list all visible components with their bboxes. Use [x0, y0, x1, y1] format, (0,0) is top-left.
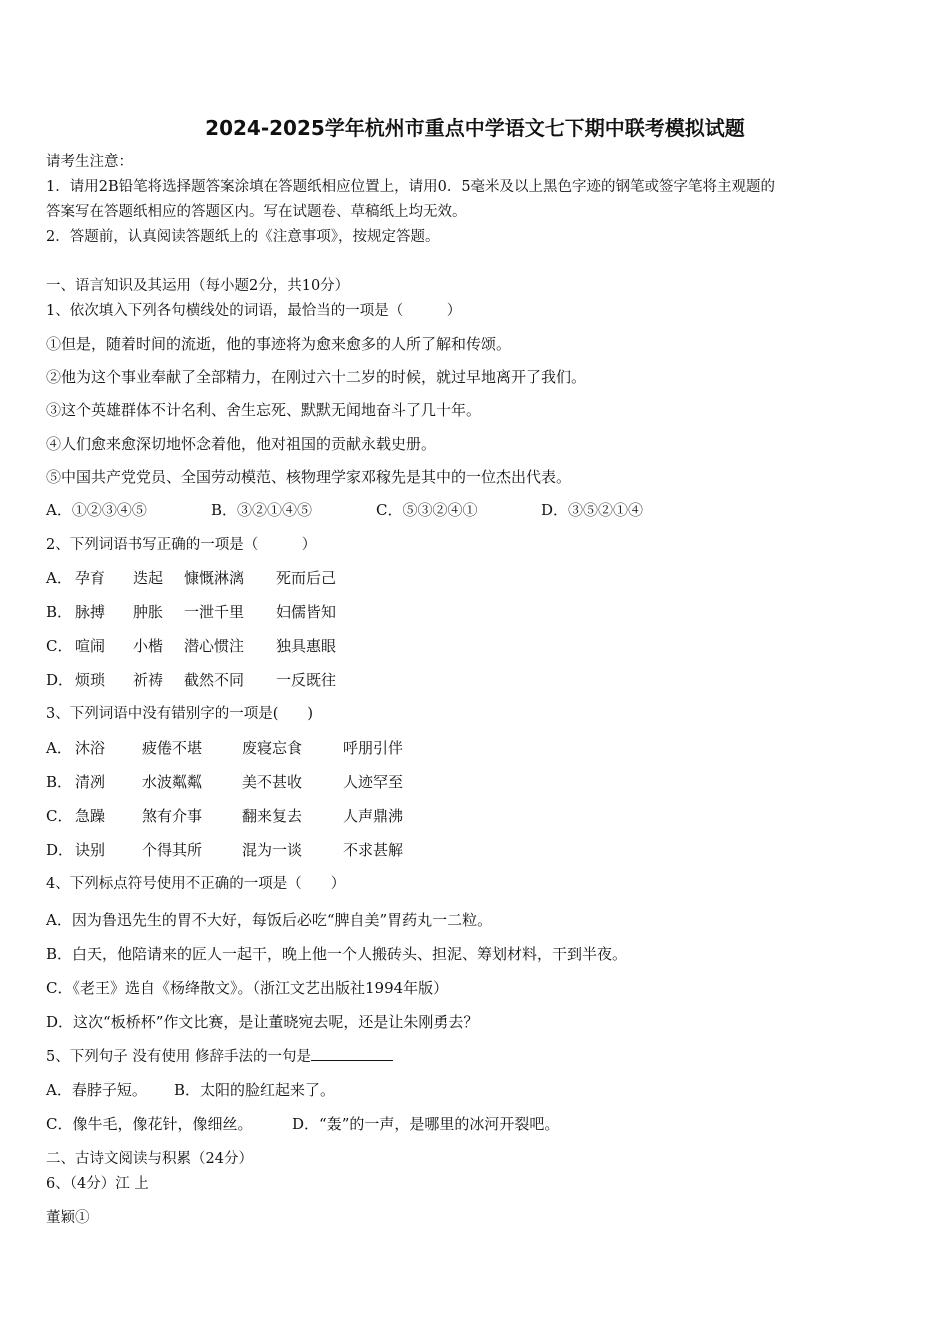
option-letter: D．: [46, 671, 74, 689]
q1-option-a[interactable]: A．①②③④⑤: [46, 501, 147, 519]
option-letter: C．: [46, 637, 73, 655]
option-word: 废寝忘食: [242, 739, 303, 757]
option-word: 祈祷: [133, 671, 164, 689]
option-word: 孕育: [75, 569, 106, 587]
poem-author: 董颖①: [46, 1210, 90, 1226]
q1-sentence: ①但是，随着时间的流逝，他的事迹将为愈来愈多的人所了解和传颂。: [46, 335, 512, 353]
option-word: 慷慨淋漓: [184, 569, 245, 587]
section-1-heading: 一、语言知识及其运用（每小题2分，共10分）: [46, 278, 350, 294]
option-word: 烦琐: [75, 671, 106, 689]
option-word: 呼朋引伴: [343, 739, 404, 757]
option-word: 脉搏: [75, 603, 106, 621]
option-word: 沐浴: [75, 739, 106, 757]
option-word: 疲倦不堪: [142, 739, 203, 757]
option-word: 诀别: [75, 841, 106, 859]
option-word: 小楷: [133, 637, 164, 655]
q4-option-c[interactable]: C．《老王》选自《杨绛散文》。（浙江文艺出版社1994年版）: [46, 979, 449, 997]
option-word: 混为一谈: [242, 841, 303, 859]
answer-blank[interactable]: [311, 1046, 393, 1061]
q1-sentence: ②他为这个事业奉献了全部精力，在刚过六十二岁的时候，就过早地离开了我们。: [46, 368, 587, 386]
notice-heading: 请考生注意：: [46, 154, 133, 170]
q5-option-b[interactable]: B．太阳的脸红起来了。: [174, 1081, 336, 1099]
option-word: 清冽: [75, 773, 106, 791]
option-word: 美不甚收: [242, 773, 303, 791]
option-word: 人声鼎沸: [343, 807, 404, 825]
option-word: 煞有介事: [142, 807, 203, 825]
q3-stem: 3、下列词语中没有错别字的一项是( ): [46, 706, 314, 722]
option-word: 肿胀: [133, 603, 164, 621]
option-word: 一反既往: [276, 671, 337, 689]
notice-item-1-line-1: 1．请用2B铅笔将选择题答案涂填在答题纸相应位置上，请用0．5毫米及以上黑色字迹的钢笔或签字笔将主观题的: [46, 179, 776, 195]
q6-heading: 6、（4分）江 上: [46, 1176, 149, 1192]
q1-sentence: ③这个英雄群体不计名利、舍生忘死、默默无闻地奋斗了几十年。: [46, 401, 482, 419]
option-word: 翻来复去: [242, 807, 303, 825]
q1-stem: 1、依次填入下列各句横线处的词语，最恰当的一项是（ ）: [46, 303, 462, 319]
q5-option-c[interactable]: C．像牛毛，像花针，像细丝。: [46, 1115, 253, 1133]
q1-option-c[interactable]: C．⑤③②④①: [376, 501, 478, 519]
option-letter: B．: [46, 603, 73, 621]
option-letter: A．: [46, 569, 72, 587]
option-word: 水波粼粼: [142, 773, 203, 791]
q1-option-b[interactable]: B．③②①④⑤: [211, 501, 313, 519]
q4-option-a[interactable]: A．因为鲁迅先生的胃不大好，每饭后必吃“脾自美”胃药丸一二粒。: [46, 911, 493, 929]
option-word: 人迹罕至: [343, 773, 404, 791]
option-word: 独具惠眼: [276, 637, 337, 655]
q1-sentence: ⑤中国共产党党员、全国劳动模范、核物理学家邓稼先是其中的一位杰出代表。: [46, 468, 572, 486]
q5-option-d[interactable]: D．“轰”的一声，是哪里的冰河开裂吧。: [292, 1115, 560, 1133]
option-word: 急躁: [75, 807, 106, 825]
notice-item-1-line-2: 答案写在答题纸相应的答题区内。写在试题卷、草稿纸上均无效。: [46, 204, 467, 220]
option-word: 个得其所: [142, 841, 203, 859]
option-word: 喧闹: [75, 637, 106, 655]
q2-stem: 2、下列词语书写正确的一项是（ ）: [46, 537, 317, 553]
option-letter: D．: [46, 841, 74, 859]
q5-stem: [46, 1046, 393, 1067]
option-letter: B．: [46, 773, 73, 791]
option-word: 妇儒皆知: [276, 603, 337, 621]
option-letter: A．: [46, 739, 72, 757]
section-2-heading: 二、古诗文阅读与积累（24分）: [46, 1151, 253, 1167]
option-word: 潜心惯注: [184, 637, 245, 655]
option-word: 死而后己: [276, 569, 337, 587]
q4-stem: 4、下列标点符号使用不正确的一项是（ ）: [46, 876, 346, 892]
option-word: 一泄千里: [184, 603, 245, 621]
q1-sentence: ④人们愈来愈深切地怀念着他，他对祖国的贡献永载史册。: [46, 435, 437, 453]
q5-option-a[interactable]: A．春脖子短。: [46, 1081, 147, 1099]
option-letter: C．: [46, 807, 73, 825]
notice-item-2: 2．答题前，认真阅读答题纸上的《注意事项》，按规定答题。: [46, 229, 440, 245]
page-title: 2024-2025学年杭州市重点中学语文七下期中联考模拟试题: [205, 116, 745, 140]
q4-option-b[interactable]: B．白天，他陪请来的匠人一起干，晚上他一个人搬砖头、担泥、筹划材料，干到半夜。: [46, 945, 628, 963]
q4-option-d[interactable]: D．这次“板桥杯”作文比赛，是让董晓宛去呢，还是让朱刚勇去？: [46, 1013, 479, 1031]
q5-stem-text: 5、下列句子 没有使用 修辞手法的一句是: [46, 1049, 311, 1065]
option-word: 不求甚解: [343, 841, 404, 859]
option-word: 迭起: [133, 569, 164, 587]
q1-option-d[interactable]: D．③⑤②①④: [541, 501, 644, 519]
option-word: 截然不同: [184, 671, 245, 689]
